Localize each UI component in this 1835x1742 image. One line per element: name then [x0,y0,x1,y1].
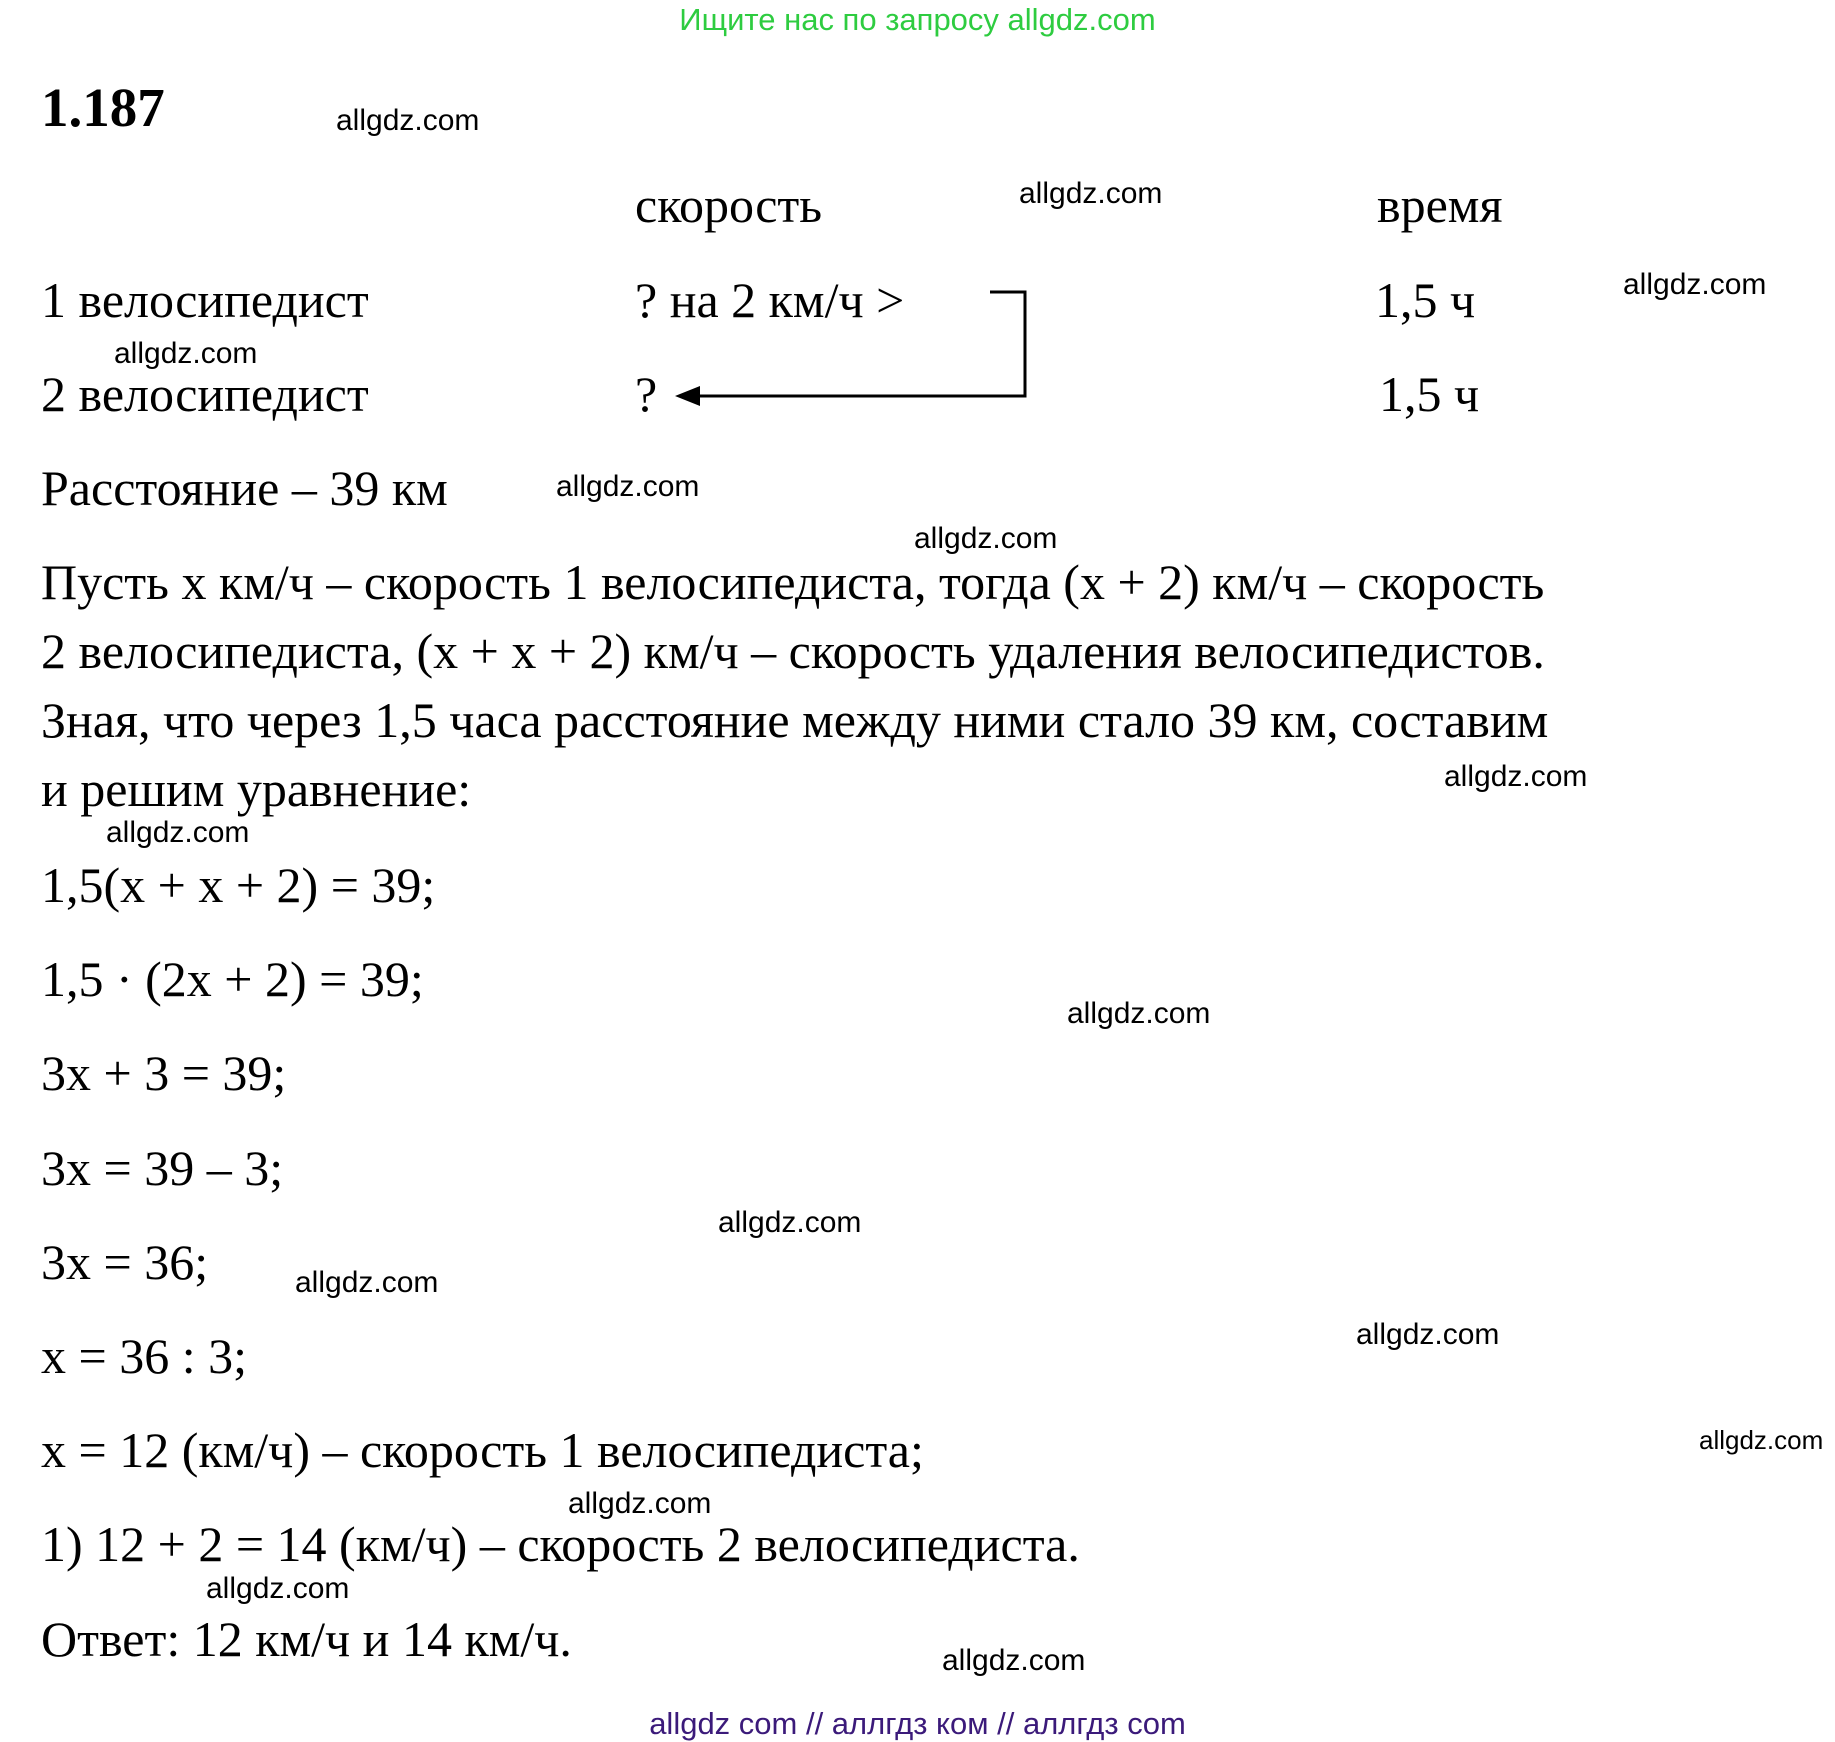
watermark: allgdz.com [556,470,700,503]
row1-label: 1 велосипедист [41,272,369,328]
watermark: allgdz.com [1356,1318,1500,1351]
solution-step: 3x = 39 – 3; [41,1140,284,1196]
watermark: allgdz.com [206,1572,350,1605]
watermark: allgdz.com [1699,1425,1824,1455]
row2-label: 2 велосипедист [41,366,369,422]
distance-text: Расстояние – 39 км [41,460,448,516]
answer-text: Ответ: 12 км/ч и 14 км/ч. [41,1611,572,1667]
watermark: allgdz.com [106,816,250,849]
watermark: allgdz.com [1019,177,1163,210]
watermark: allgdz.com [568,1487,712,1520]
row2-time: 1,5 ч [1379,366,1480,422]
paragraph-line: Пусть x км/ч – скорость 1 велосипедиста, тогда (x + 2) км/ч – скорость [41,554,1545,610]
watermark: allgdz.com [718,1206,862,1239]
header-time: время [1377,177,1503,233]
row1-speed: ? на 2 км/ч > [635,272,905,328]
header-speed: скорость [635,177,823,233]
bottom-banner: allgdz com // аллгдз ком // аллгдз com [649,1706,1186,1741]
row2-speed: ? [635,366,658,422]
watermark: allgdz.com [336,104,480,137]
solution-step: 1,5 · (2x + 2) = 39; [41,951,424,1007]
row1-time: 1,5 ч [1375,272,1476,328]
solution-step: 1) 12 + 2 = 14 (км/ч) – скорость 2 велосипедиста. [41,1516,1080,1572]
solution-step: 3x = 36; [41,1234,209,1290]
problem-number: 1.187 [41,77,165,138]
watermark: allgdz.com [1444,760,1588,793]
paragraph-line: и решим уравнение: [41,761,472,817]
paragraph-line: Зная, что через 1,5 часа расстояние между ними стало 39 км, составим [41,692,1549,748]
paragraph-line: 2 велосипедиста, (x + x + 2) км/ч – скорость удаления велосипедистов. [41,623,1545,679]
watermark: allgdz.com [1067,997,1211,1030]
solution-step: x = 36 : 3; [41,1328,247,1384]
watermark: allgdz.com [914,522,1058,555]
solution-step: 1,5(x + x + 2) = 39; [41,857,436,913]
solution-step: x = 12 (км/ч) – скорость 1 велосипедиста; [41,1422,924,1478]
watermark: allgdz.com [114,337,258,370]
watermark: allgdz.com [942,1644,1086,1677]
watermark: allgdz.com [295,1266,439,1299]
solution-step: 3x + 3 = 39; [41,1045,287,1101]
watermark: allgdz.com [1623,268,1767,301]
top-banner: Ищите нас по запросу allgdz.com [679,2,1156,37]
